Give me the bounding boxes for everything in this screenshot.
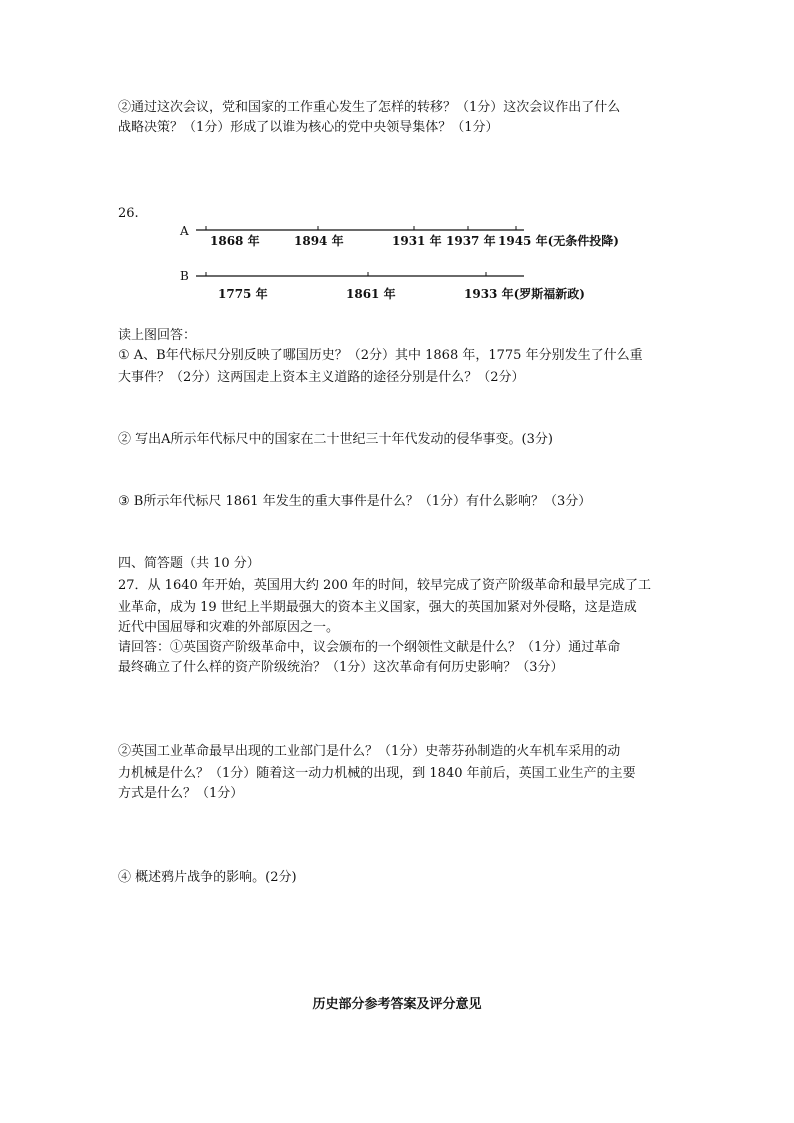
- q27-sub4: ④ 概述鸦片战争的影响。(2分): [118, 870, 297, 885]
- q27-line2: 业革命，成为 19 世纪上半期最强大的资本主义国家，强大的英国加紧对外侵略，这是造成: [118, 600, 637, 615]
- q26-sub2: ② 写出A所示年代标尺中的国家在二十世纪三十年代发动的侵华事变。(3分): [118, 432, 553, 447]
- q26-sub1-line2: 大事件？（2分）这两国走上资本主义道路的途径分别是什么？（2分）: [118, 370, 525, 385]
- timeline-a-year: 1868 年: [210, 234, 260, 248]
- q27-sub2-line1: ②英国工业革命最早出现的工业部门是什么？（1分）史蒂芬孙制造的火车机车采用的动: [118, 744, 621, 759]
- q27-sub1-line1: 请回答：①英国资产阶级革命中，议会颁布的一个纲领性文献是什么？（1分）通过革命: [118, 640, 621, 655]
- q27-sub2-line2: 力机械是什么？（1分）随着这一动力机械的出现，到 1840 年前后，英国工业生产的主要: [118, 766, 636, 781]
- timeline-b-label: B: [180, 269, 189, 283]
- timeline-a-year: 1931 年: [392, 234, 442, 248]
- q25-part2-line1: ②通过这次会议，党和国家的工作重心发生了怎样的转移？（1分）这次会议作出了什么: [118, 100, 621, 115]
- q27-sub1-line2: 最终确立了什么样的资产阶级统治？（1分）这次革命有何历史影响？（3分）: [118, 660, 564, 675]
- timeline-b-year: 1861 年: [346, 287, 396, 301]
- q27-line1: 27．从 1640 年开始，英国用大约 200 年的时间，较早完成了资产阶级革命和最早完成了工: [118, 578, 651, 593]
- q26-sub3: ③ B所示年代标尺 1861 年发生的重大事件是什么？（1分）有什么影响？（3分）: [118, 494, 592, 509]
- q26-number: 26.: [118, 206, 139, 221]
- timeline-a-label: A: [180, 224, 189, 238]
- q25-part2-line2: 战略决策？（1分）形成了以谁为核心的党中央领导集体？（1分）: [118, 120, 499, 135]
- section4-heading: 四、简答题（共 10 分）: [118, 556, 260, 571]
- timeline-b-year: 1775 年: [218, 287, 268, 301]
- timeline-figure: [176, 218, 626, 308]
- timeline-a-year: 1945 年(无条件投降): [498, 234, 619, 248]
- timeline-b-year: 1933 年(罗斯福新政): [464, 287, 585, 301]
- q27-line3: 近代中国屈辱和灾难的外部原因之一。: [118, 620, 340, 635]
- q26-prompt: 读上图回答：: [118, 328, 197, 343]
- q27-sub2-line3: 方式是什么？（1分）: [118, 786, 244, 801]
- timeline-a-year: 1937 年: [446, 234, 496, 248]
- q26-sub1-line1: ① A、B年代标尺分别反映了哪国历史？（2分）其中 1868 年，1775 年分别发生了什么重: [118, 348, 643, 363]
- timeline-a-year: 1894 年: [294, 234, 344, 248]
- answer-section-title: 历史部分参考答案及评分意见: [312, 997, 482, 1012]
